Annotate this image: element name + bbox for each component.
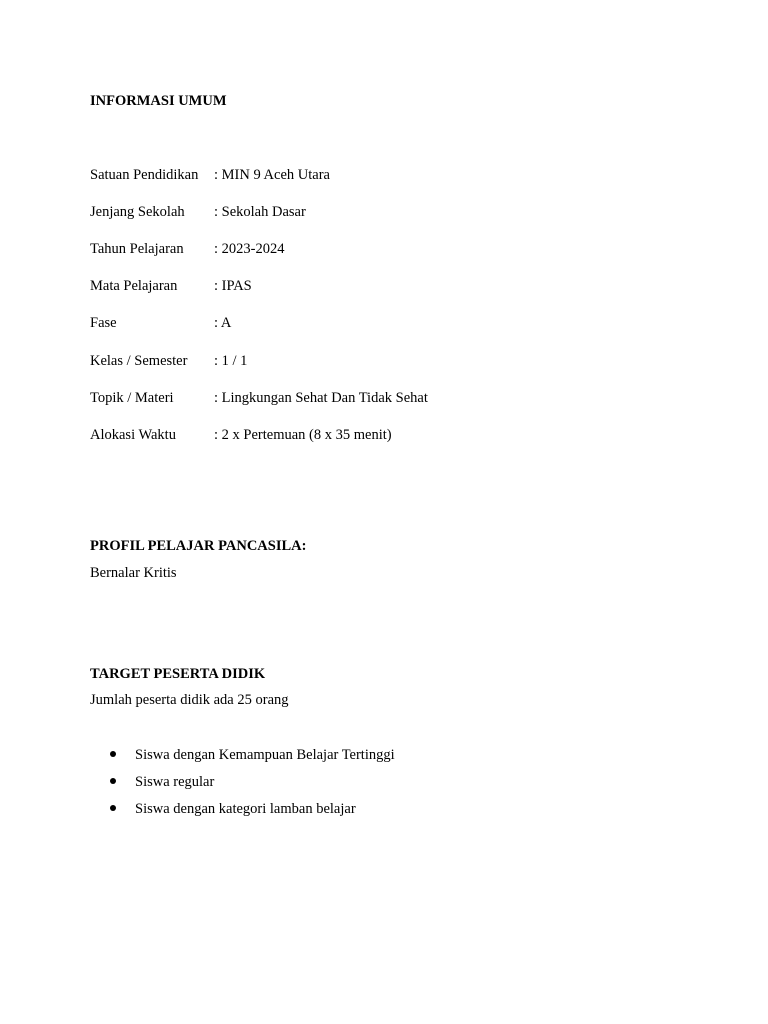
target-peserta-description: Jumlah peserta didik ada 25 orang <box>90 692 289 708</box>
info-value: : MIN 9 Aceh Utara <box>214 167 330 183</box>
info-row-topik-materi <box>90 390 690 410</box>
info-label: Mata Pelajaran <box>90 278 178 294</box>
info-row-fase <box>90 315 690 335</box>
info-value: : Sekolah Dasar <box>214 204 306 220</box>
info-value: : Lingkungan Sehat Dan Tidak Sehat <box>214 390 428 406</box>
info-row-kelas-semester <box>90 353 690 373</box>
list-item-text: Siswa regular <box>135 774 215 790</box>
info-label: Alokasi Waktu <box>90 427 176 443</box>
profil-pelajar-value: Bernalar Kritis <box>90 565 177 581</box>
info-label: Jenjang Sekolah <box>90 204 185 220</box>
info-row-jenjang-sekolah <box>90 204 690 224</box>
list-item-text: Siswa dengan Kemampuan Belajar Tertinggi <box>135 747 395 763</box>
info-value: : 1 / 1 <box>214 353 248 369</box>
info-label: Topik / Materi <box>90 390 174 406</box>
profil-pelajar-heading: PROFIL PELAJAR PANCASILA: <box>90 538 307 554</box>
info-label: Satuan Pendidikan <box>90 167 199 183</box>
list-item-text: Siswa dengan kategori lamban belajar <box>135 801 356 817</box>
info-label: Fase <box>90 315 117 331</box>
info-label: Tahun Pelajaran <box>90 241 184 257</box>
bullet-icon <box>110 778 116 784</box>
info-value: : A <box>214 315 232 331</box>
info-label: Kelas / Semester <box>90 353 188 369</box>
info-value: : 2023-2024 <box>214 241 285 257</box>
bullet-icon <box>110 805 116 811</box>
info-value: : IPAS <box>214 278 252 294</box>
bullet-icon <box>110 751 116 757</box>
info-row-mata-pelajaran <box>90 278 690 298</box>
informasi-umum-heading: INFORMASI UMUM <box>90 93 227 109</box>
info-row-satuan-pendidikan <box>90 167 690 187</box>
target-peserta-heading: TARGET PESERTA DIDIK <box>90 666 266 682</box>
info-row-alokasi-waktu <box>90 427 690 447</box>
info-row-tahun-pelajaran <box>90 241 690 261</box>
info-value: : 2 x Pertemuan (8 x 35 menit) <box>214 427 392 443</box>
